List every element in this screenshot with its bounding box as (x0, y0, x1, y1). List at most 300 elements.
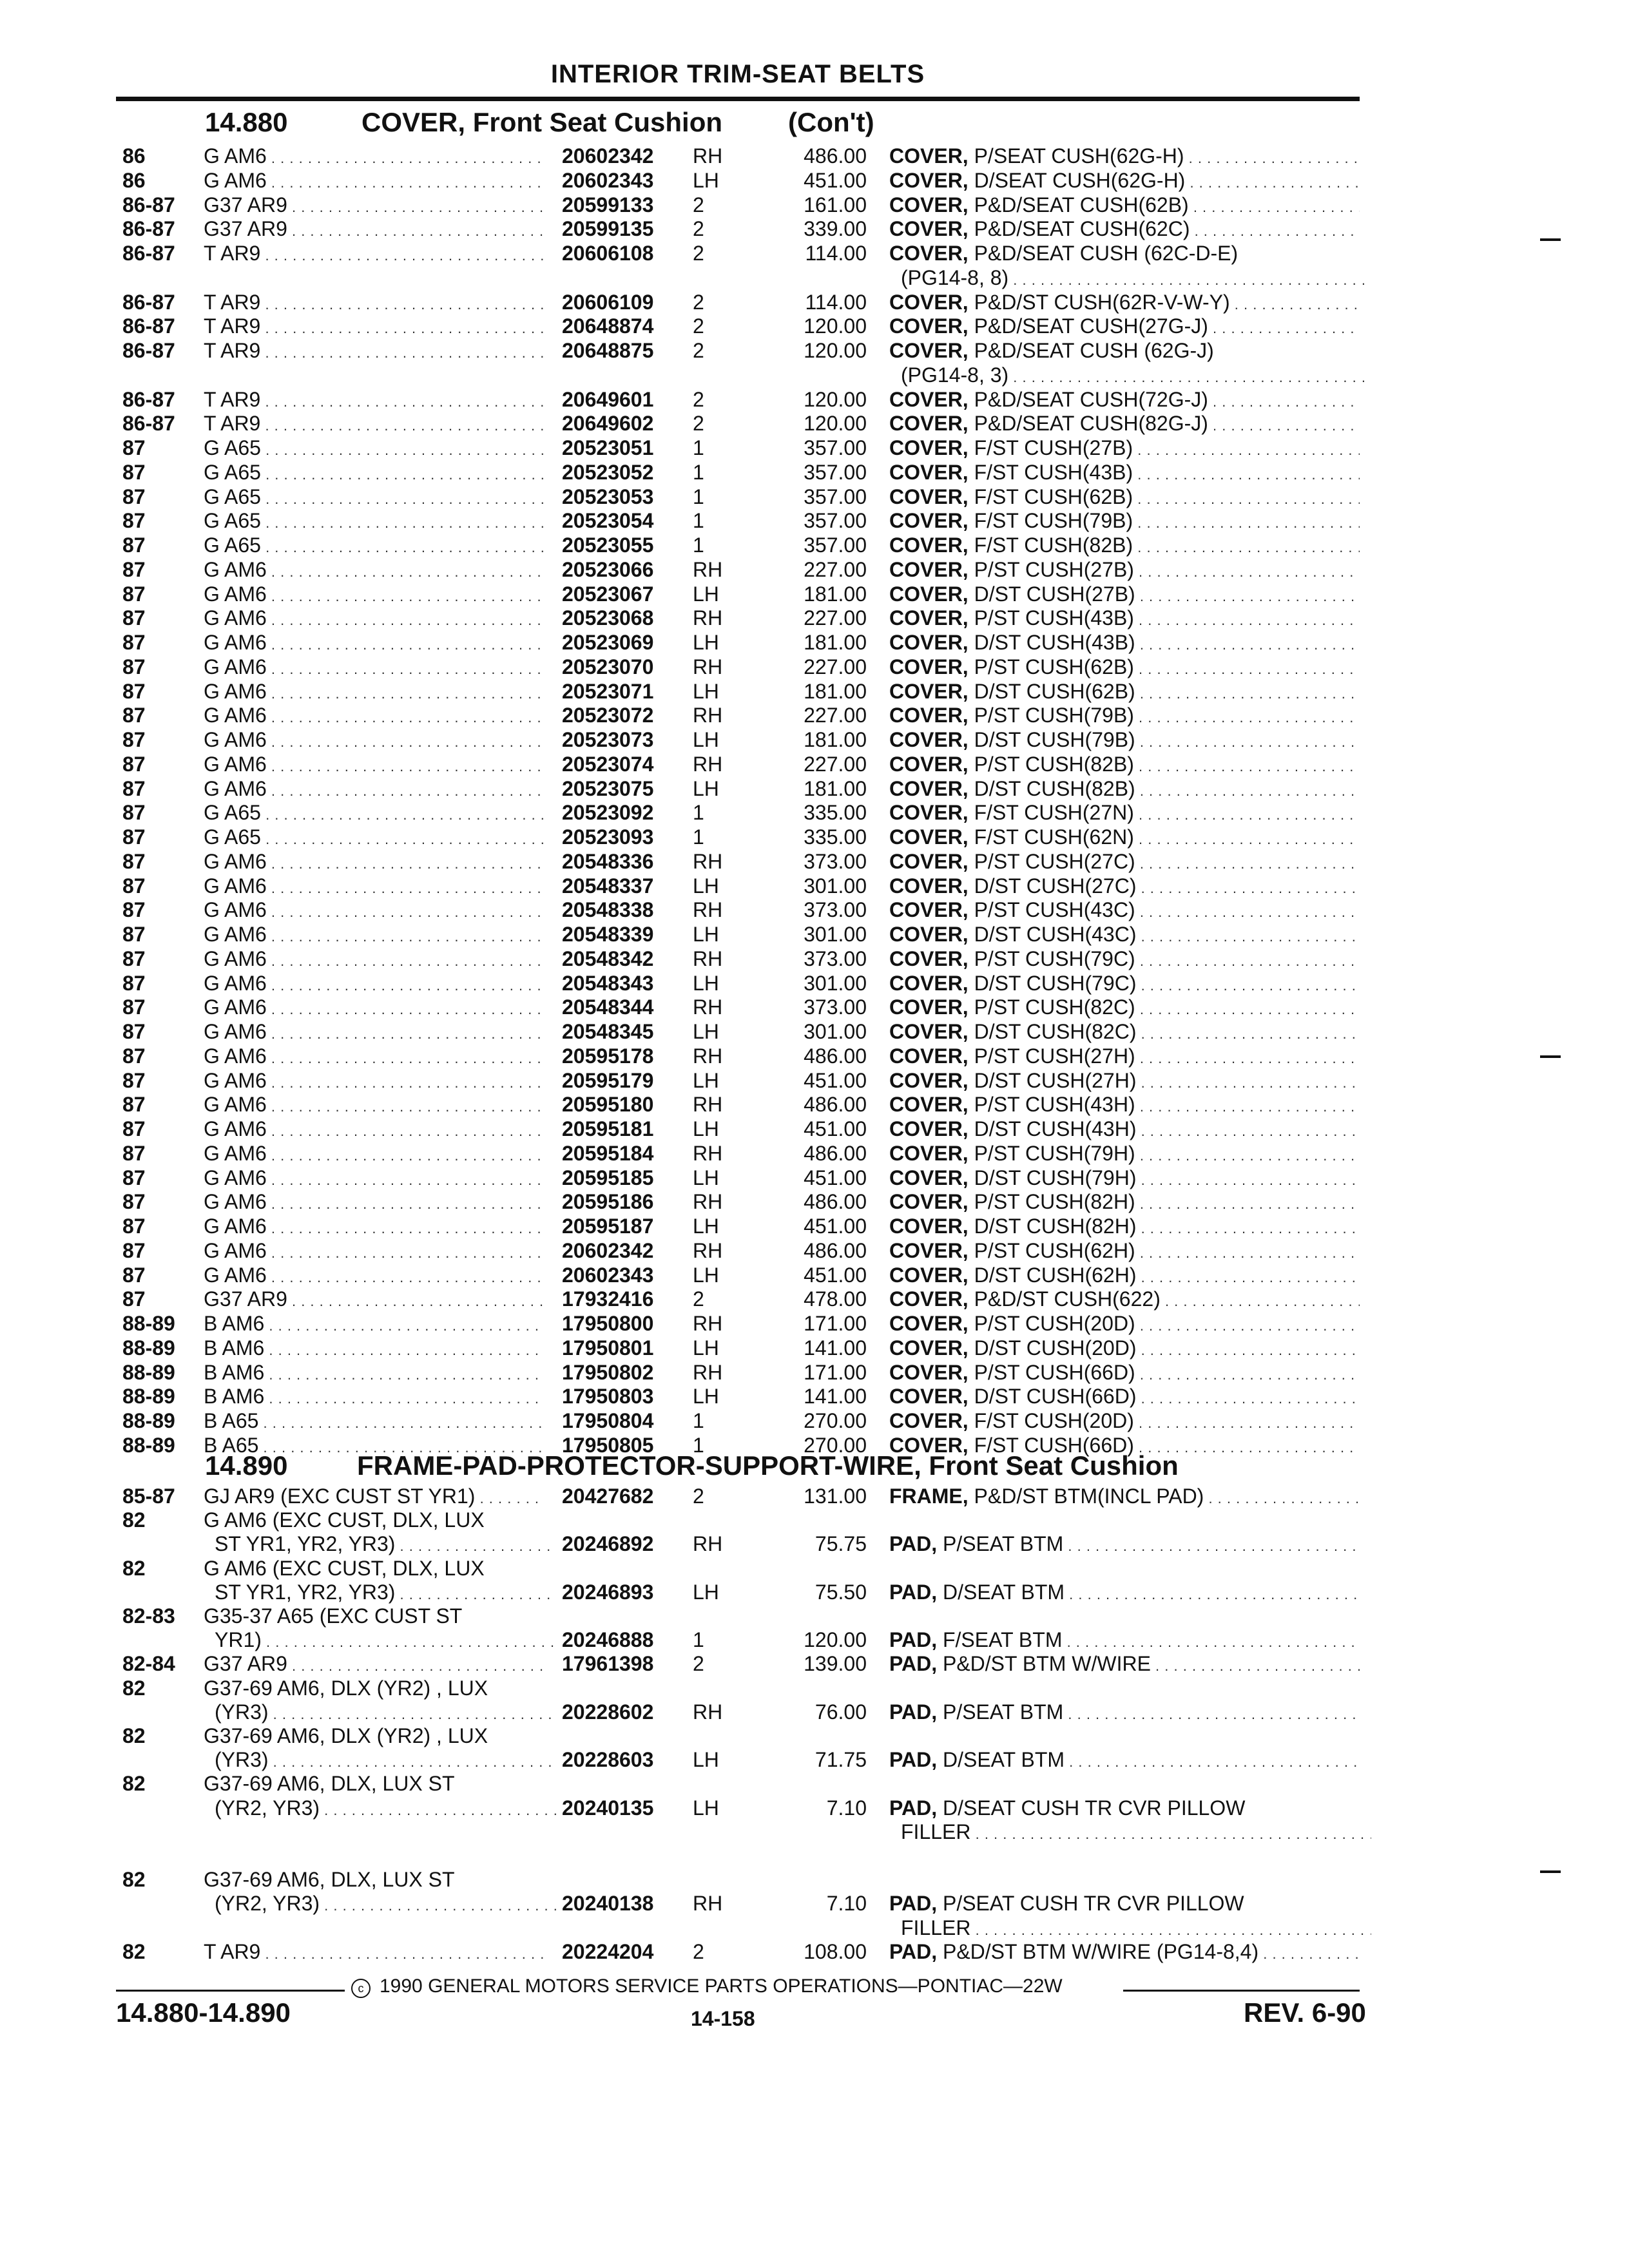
model-code: G AM6 . . . (204, 1093, 545, 1119)
description-text: P/ST CUSH(62B) (968, 655, 1134, 678)
table-row (116, 412, 1360, 436)
model-code: G AM6 . . . (204, 874, 545, 900)
price: 120.00 (804, 339, 867, 362)
model-code: G A65 . . . (204, 533, 545, 559)
table-row (116, 217, 1360, 241)
model-year: 87 (122, 509, 146, 533)
part-number: 20548343 (562, 971, 654, 995)
table-row (116, 388, 1360, 412)
quantity: LH (693, 1263, 719, 1287)
part-number: 20606109 (562, 290, 654, 314)
price: 451.00 (804, 1215, 867, 1238)
model-code: G AM6 . . . (204, 655, 545, 681)
part-number: 20523072 (562, 704, 654, 727)
model-code: G AM6 . . . (204, 1166, 545, 1192)
part-type: PAD, (889, 1700, 938, 1724)
part-description (889, 1093, 1360, 1119)
description-text: P/SEAT BTM (937, 1700, 1064, 1724)
description-text: P&D/ST BTM(INCL PAD) (968, 1485, 1204, 1508)
table-row (116, 1361, 1360, 1385)
part-type: COVER, (889, 631, 969, 654)
table-row (116, 1336, 1360, 1360)
part-number: 20648875 (562, 339, 654, 362)
part-type: COVER, (889, 217, 969, 241)
part-description (889, 801, 1360, 827)
model-year: 82 (122, 1772, 146, 1796)
description-text: P&D/SEAT CUSH (62C-D-E) (968, 242, 1239, 265)
description-text: D/ST CUSH(82C) (968, 1020, 1137, 1043)
model-year: 87 (122, 485, 146, 508)
model-year: 86-87 (122, 314, 175, 338)
model-year: 86-87 (122, 387, 175, 411)
model-code: G AM6 . . . (204, 947, 545, 973)
part-description (889, 461, 1360, 486)
part-description (889, 753, 1360, 778)
quantity: RH (693, 144, 723, 168)
part-number: 20649601 (562, 387, 654, 411)
price: 339.00 (804, 217, 867, 241)
model-year: 87 (122, 1044, 146, 1068)
part-description (889, 1020, 1360, 1046)
part-description (889, 1628, 1360, 1654)
model-code: T AR9 . . . (204, 242, 545, 267)
table-row (116, 1215, 1360, 1238)
table-row (116, 728, 1360, 752)
part-description (889, 339, 1360, 365)
part-number: 20523069 (562, 631, 654, 654)
part-number: 20595186 (562, 1190, 654, 1214)
part-description (901, 1916, 1371, 1942)
part-type: COVER, (889, 557, 969, 581)
part-number: 17950801 (562, 1336, 654, 1360)
part-type: FRAME, (889, 1485, 969, 1508)
table-row (116, 339, 1360, 363)
part-description (889, 898, 1360, 924)
part-type: COVER, (889, 1263, 969, 1287)
description-text: F/ST CUSH(82B) (968, 533, 1133, 557)
model-code: T AR9 . . . (204, 388, 545, 414)
description-text: P/ST CUSH(43B) (968, 606, 1134, 630)
model-code: T AR9 . . . (204, 412, 545, 437)
model-code: G A65 . . . (204, 509, 545, 535)
part-number: 20240138 (562, 1892, 654, 1916)
part-number: 20595181 (562, 1117, 654, 1140)
part-description (889, 485, 1360, 511)
footer-copyright (351, 1975, 1063, 1998)
quantity: LH (693, 1068, 719, 1092)
page-title: INTERIOR TRIM-SEAT BELTS (550, 60, 925, 88)
model-code: G AM6 . . . (204, 898, 545, 924)
model-code: G AM6 . . . (204, 1020, 545, 1046)
model-code: G37-69 AM6, DLX (YR2) , LUX (204, 1676, 488, 1700)
part-type: COVER, (889, 290, 969, 314)
price: 114.00 (805, 242, 867, 265)
part-number: 20523051 (562, 436, 654, 459)
description-text: P&D/ST BTM W/WIRE (PG14-8,4) (937, 1939, 1259, 1963)
table-row (116, 1724, 1360, 1748)
footer-rule (116, 1990, 345, 1992)
description-text: D/ST CUSH(27H) (968, 1068, 1137, 1092)
table-row (116, 1557, 1360, 1581)
table-row (116, 947, 1360, 971)
price: 120.00 (804, 387, 867, 411)
part-description (889, 1700, 1360, 1726)
table-row (116, 1677, 1360, 1700)
part-type: COVER, (889, 1020, 969, 1043)
quantity: RH (693, 606, 723, 630)
part-description (889, 1892, 1360, 1917)
model-code: G AM6 . . . (204, 606, 545, 632)
part-type: PAD, (889, 1748, 938, 1772)
model-year: 86-87 (122, 412, 175, 436)
part-number: 20224204 (562, 1939, 654, 1963)
quantity: 1 (693, 460, 704, 484)
part-number: 20595187 (562, 1215, 654, 1238)
part-type: PAD, (889, 1796, 938, 1820)
price: 141.00 (804, 1385, 867, 1408)
price: 301.00 (804, 874, 867, 898)
price: 486.00 (804, 1238, 867, 1262)
part-description (889, 314, 1360, 340)
description-text: P&D/SEAT CUSH(82G-J) (968, 412, 1208, 436)
model-year: 87 (122, 606, 146, 630)
part-type: COVER, (889, 1166, 969, 1189)
model-year: 87 (122, 704, 146, 727)
part-number: 20523092 (562, 801, 654, 825)
part-type: PAD, (889, 1532, 938, 1556)
part-type: COVER, (889, 655, 969, 678)
price: 120.00 (804, 412, 867, 436)
part-description (901, 1820, 1371, 1846)
quantity: 2 (693, 1485, 704, 1508)
description-text: D/SEAT BTM (937, 1748, 1065, 1772)
footer-rule (1123, 1990, 1360, 1992)
model-code: G AM6 . . . (204, 1239, 545, 1265)
quantity: RH (693, 1892, 723, 1916)
model-code: G A65 . . . (204, 485, 545, 511)
quantity: LH (693, 923, 719, 946)
part-number: 20523053 (562, 485, 654, 508)
table-row (116, 1166, 1360, 1190)
table-row (116, 1239, 1360, 1263)
price: 171.00 (804, 1360, 867, 1384)
table-row (116, 1264, 1360, 1287)
part-description (889, 558, 1360, 584)
part-description (889, 947, 1360, 973)
price: 131.00 (804, 1485, 867, 1508)
model-code: G AM6 . . . (204, 923, 545, 948)
part-description (889, 606, 1360, 632)
price: 451.00 (804, 1263, 867, 1287)
price: 335.00 (804, 801, 867, 825)
price: 114.00 (805, 290, 867, 314)
table-row (116, 169, 1360, 193)
model-year: 87 (122, 1141, 146, 1165)
description-text: F/SEAT BTM (937, 1628, 1063, 1652)
model-year: 87 (122, 776, 146, 800)
part-number: 20548337 (562, 874, 654, 898)
price: 373.00 (804, 947, 867, 970)
table-row (116, 1916, 1360, 1940)
quantity: LH (693, 1580, 719, 1604)
quantity: 1 (693, 825, 704, 849)
description-text: P/ST CUSH(82H) (968, 1190, 1135, 1214)
quantity: RH (693, 1044, 723, 1068)
part-number: 20548336 (562, 849, 654, 873)
description-text: F/ST CUSH(43B) (968, 460, 1133, 484)
table-row (116, 1868, 1360, 1892)
part-description (889, 1361, 1360, 1387)
model-code: G AM6 . . . (204, 753, 545, 778)
table-row (116, 1940, 1360, 1964)
quantity: 1 (693, 436, 704, 459)
part-description (901, 266, 1371, 292)
model-year: 87 (122, 874, 146, 898)
part-type: COVER, (889, 1287, 969, 1311)
quantity: RH (693, 1093, 723, 1117)
description-text: P&D/ST BTM W/WIRE (937, 1652, 1151, 1676)
description-text: P/ST CUSH(43H) (968, 1093, 1135, 1117)
part-description (889, 533, 1360, 559)
part-type: COVER, (889, 485, 969, 508)
table-row (116, 1385, 1360, 1408)
description-text: P/ST CUSH(27H) (968, 1044, 1135, 1068)
part-description (889, 777, 1360, 803)
description-text: (PG14-8, 8) (901, 265, 1009, 289)
model-code: (YR3) . . . (215, 1700, 556, 1726)
model-code: YR1) . . . (215, 1628, 556, 1654)
table-row (116, 1532, 1360, 1556)
quantity: LH (693, 728, 719, 751)
description-text: D/ST CUSH(79H) (968, 1166, 1137, 1189)
description-text: D/SEAT CUSH(62G-H) (968, 168, 1186, 192)
description-text: D/ST CUSH(79B) (968, 728, 1135, 751)
part-description (889, 1215, 1360, 1240)
description-text: D/ST CUSH(27C) (968, 874, 1137, 898)
price: 451.00 (804, 1117, 867, 1140)
margin-tick (1540, 1055, 1561, 1058)
part-type: COVER, (889, 582, 969, 606)
price: 451.00 (804, 168, 867, 192)
part-type: COVER, (889, 752, 969, 776)
model-year: 87 (122, 849, 146, 873)
part-number: 20648874 (562, 314, 654, 338)
model-code: (YR3) . . . (215, 1748, 556, 1774)
quantity: LH (693, 631, 719, 654)
part-type: PAD, (889, 1652, 938, 1676)
price: 357.00 (804, 460, 867, 484)
description-text: P/ST CUSH(79H) (968, 1141, 1135, 1165)
model-year: 87 (122, 1287, 146, 1311)
model-code: G AM6 . . . (204, 728, 545, 754)
part-description (889, 1385, 1360, 1410)
description-text: P/SEAT CUSH TR CVR PILLOW (937, 1892, 1244, 1916)
model-code: G A65 . . . (204, 436, 545, 462)
quantity: 1 (693, 509, 704, 533)
section-name: FRAME-PAD-PROTECTOR-SUPPORT-WIRE, Front Seat Cushion (357, 1450, 1179, 1481)
quantity: LH (693, 1336, 719, 1360)
price: 373.00 (804, 849, 867, 873)
price: 357.00 (804, 436, 867, 459)
quantity: RH (693, 655, 723, 678)
price: 71.75 (815, 1748, 867, 1772)
part-number: 20523054 (562, 509, 654, 533)
quantity: RH (693, 898, 723, 922)
margin-tick (1540, 238, 1561, 241)
model-year: 88-89 (122, 1360, 175, 1384)
part-number: 20228602 (562, 1700, 654, 1724)
model-code: G A65 . . . (204, 825, 545, 851)
part-description (889, 1312, 1360, 1338)
quantity: RH (693, 1700, 723, 1724)
part-number: 20548339 (562, 923, 654, 946)
part-description (889, 1748, 1360, 1774)
model-code: B AM6 . . . (204, 1361, 545, 1387)
quantity: RH (693, 849, 723, 873)
description-text: P&D/SEAT CUSH(62C) (968, 217, 1190, 241)
part-description (889, 923, 1360, 948)
description-text: D/ST CUSH(66D) (968, 1385, 1137, 1408)
part-description (889, 1532, 1360, 1558)
quantity: 2 (693, 1939, 704, 1963)
description-text: D/ST CUSH(43H) (968, 1117, 1137, 1140)
quantity: RH (693, 704, 723, 727)
price: 7.10 (826, 1892, 867, 1916)
description-text: P&D/ST CUSH(622) (968, 1287, 1161, 1311)
quantity: LH (693, 874, 719, 898)
part-type: PAD, (889, 1628, 938, 1652)
description-text: F/ST CUSH(62N) (968, 825, 1134, 849)
table-row (116, 1820, 1360, 1844)
model-code: B AM6 . . . (204, 1336, 545, 1362)
model-year: 82-84 (122, 1652, 175, 1676)
price: 451.00 (804, 1068, 867, 1092)
model-code: G AM6 . . . (204, 169, 545, 195)
model-year: 87 (122, 557, 146, 581)
part-type: COVER, (889, 533, 969, 557)
model-code: G AM6 . . . (204, 631, 545, 657)
price: 7.10 (826, 1796, 867, 1820)
quantity: 1 (693, 533, 704, 557)
model-year: 82 (122, 1556, 146, 1580)
table-row (116, 485, 1360, 509)
part-type: COVER, (889, 679, 969, 703)
model-year: 87 (122, 752, 146, 776)
part-number: 20523071 (562, 679, 654, 703)
part-number: 20602342 (562, 144, 654, 168)
price: 373.00 (804, 995, 867, 1019)
price: 357.00 (804, 485, 867, 508)
part-description (901, 363, 1371, 389)
model-year: 82-83 (122, 1604, 175, 1628)
table-row (116, 801, 1360, 825)
part-type: COVER, (889, 168, 969, 192)
table-row (116, 898, 1360, 922)
model-year: 86-87 (122, 242, 175, 265)
part-type: COVER, (889, 923, 969, 946)
table-row (116, 704, 1360, 727)
part-description (889, 582, 1360, 608)
part-number: 20228603 (562, 1748, 654, 1772)
part-number: 20246888 (562, 1628, 654, 1652)
description-text: (PG14-8, 3) (901, 363, 1009, 387)
table-row (116, 923, 1360, 947)
quantity: 1 (693, 1409, 704, 1432)
part-description (889, 825, 1360, 851)
part-type: COVER, (889, 1385, 969, 1408)
table-row (116, 1485, 1360, 1508)
part-description (889, 1117, 1360, 1143)
model-code: G AM6 . . . (204, 972, 545, 997)
model-code: G37 AR9 . . . (204, 193, 545, 219)
model-year: 87 (122, 728, 146, 751)
quantity: LH (693, 776, 719, 800)
quantity: LH (693, 1166, 719, 1189)
model-year: 87 (122, 1190, 146, 1214)
description-text: F/ST CUSH(27N) (968, 801, 1134, 825)
description-text: P/ST CUSH(27C) (968, 849, 1135, 873)
part-description (889, 1940, 1360, 1966)
table-row (116, 1604, 1360, 1628)
part-description (889, 509, 1360, 535)
price: 486.00 (804, 1141, 867, 1165)
quantity: 2 (693, 217, 704, 241)
table-row (116, 1069, 1360, 1093)
part-type: COVER, (889, 898, 969, 922)
description-text: P&D/SEAT CUSH (62G-J) (968, 339, 1214, 362)
quantity: 2 (693, 242, 704, 265)
part-description (889, 217, 1360, 243)
section-name: COVER, Front Seat Cushion (361, 107, 723, 137)
quantity: 1 (693, 801, 704, 825)
part-number: 20523074 (562, 752, 654, 776)
description-text: F/ST CUSH(20D) (968, 1409, 1134, 1432)
model-code: G AM6 (EXC CUST, DLX, LUX (204, 1556, 485, 1580)
model-year: 87 (122, 1166, 146, 1189)
part-description (889, 144, 1360, 170)
model-code: T AR9 . . . (204, 314, 545, 340)
description-text: D/ST CUSH(82H) (968, 1215, 1137, 1238)
model-year: 88-89 (122, 1385, 175, 1408)
model-code: B A65 . . . (204, 1434, 545, 1459)
model-code: T AR9 . . . (204, 339, 545, 365)
quantity: LH (693, 1796, 719, 1820)
price: 227.00 (804, 557, 867, 581)
part-number: 20599133 (562, 193, 654, 216)
part-number: 20602342 (562, 1238, 654, 1262)
model-code: GJ AR9 (EXC CUST ST YR1) . . . (204, 1485, 545, 1510)
description-text: P&D/ST CUSH(62R-V-W-Y) (968, 290, 1230, 314)
model-code: T AR9 . . . (204, 1940, 545, 1966)
page-header (116, 52, 1360, 101)
price: 270.00 (804, 1409, 867, 1432)
price: 478.00 (804, 1287, 867, 1311)
part-description (889, 1142, 1360, 1168)
model-code: G37-69 AM6, DLX, LUX ST (204, 1868, 455, 1892)
quantity: RH (693, 1190, 723, 1214)
part-number: 20595184 (562, 1141, 654, 1165)
part-description (889, 1239, 1360, 1265)
part-type: COVER, (889, 1068, 969, 1092)
quantity: 1 (693, 1628, 704, 1652)
part-number: 20606108 (562, 242, 654, 265)
part-type: COVER, (889, 1312, 969, 1335)
model-code: ST YR1, YR2, YR3) . . . (215, 1581, 556, 1606)
table-row (116, 1508, 1360, 1532)
price: 139.00 (804, 1652, 867, 1676)
table-row (116, 242, 1360, 265)
description-text: F/ST CUSH(62B) (968, 485, 1133, 508)
